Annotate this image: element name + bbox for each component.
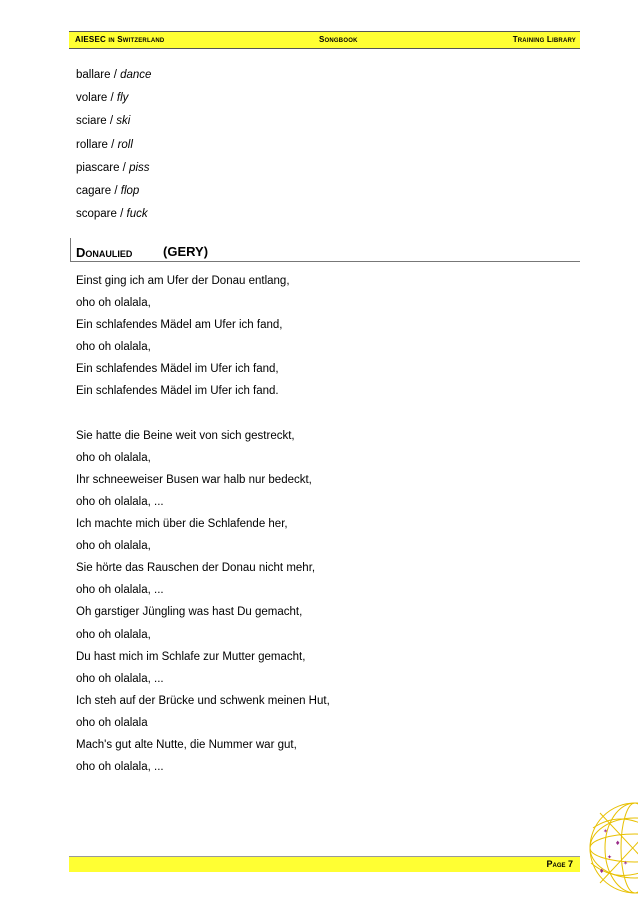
lyric-line: Ein schlafendes Mädel am Ufer ich fand, — [76, 319, 283, 332]
vocab-item: volare / fly — [76, 92, 129, 105]
svg-text:✶: ✶ — [623, 860, 629, 867]
stanza-gap — [76, 406, 330, 428]
svg-text:✶: ✶ — [603, 828, 609, 835]
vocab-item: sciare / ski — [76, 115, 131, 128]
vocab-item: piascare / piss — [76, 161, 150, 174]
lyric-line: Einst ging ich am Ufer der Donau entlang, — [76, 275, 290, 287]
lyric-line: Ich steh auf der Brücke und schwenk meinen Hut, — [76, 694, 330, 707]
song-title: Donaulied — [76, 245, 133, 260]
lyric-line: oho oh olalala, — [76, 540, 151, 553]
lyric-line: Du hast mich im Schlafe zur Mutter gemacht, — [76, 650, 306, 663]
lyric-line: Sie hörte das Rauschen der Donau nicht mehr, — [76, 562, 316, 575]
svg-text:♦: ♦ — [599, 868, 605, 875]
lyric-line: Sie hatte die Beine weit von sich gestreckt, — [76, 429, 295, 442]
lyric-line: oho oh olalala, — [76, 451, 151, 464]
song-heading — [70, 238, 580, 262]
lyric-line: oho oh olalala, ... — [76, 495, 164, 508]
svg-text:✦: ✦ — [607, 854, 613, 861]
vocab-list — [76, 67, 151, 229]
header-section: Songbook — [319, 35, 358, 44]
lyric-line: Ihr schneeweiser Busen war halb nur bedeckt, — [76, 473, 312, 486]
page-number: Page 7 — [546, 859, 573, 869]
lyric-line: Ein schlafendes Mädel im Ufer ich fand. — [76, 385, 279, 398]
page-header — [69, 31, 580, 49]
vocab-item: rollare / roll — [76, 138, 133, 151]
page-footer — [69, 856, 580, 872]
lyric-line: Ein schlafendes Mädel im Ufer ich fand, — [76, 363, 279, 376]
lyric-line: oho oh olalala, — [76, 297, 151, 310]
vocab-item: cagare / flop — [76, 184, 140, 197]
lyric-line: oho oh olalala, ... — [76, 672, 164, 685]
lyric-line: oho oh olalala — [76, 716, 148, 729]
lyric-line: Ich machte mich über die Schlafende her, — [76, 518, 288, 531]
lyric-line: oho oh olalala, ... — [76, 761, 164, 774]
globe-logo-icon — [585, 793, 638, 903]
vocab-item: ballare / dance — [76, 69, 152, 81]
lyric-line: oho oh olalala, — [76, 341, 151, 354]
svg-text:♦: ♦ — [615, 840, 621, 847]
song-lyrics — [76, 273, 330, 781]
lyric-line: oho oh olalala, ... — [76, 584, 164, 597]
vocab-item: scopare / fuck — [76, 208, 148, 221]
lyric-line: Mach's gut alte Nutte, die Nummer war gut, — [76, 738, 297, 751]
header-org: AIESEC in Switzerland — [75, 35, 165, 44]
song-author: (GERY) — [163, 244, 209, 259]
lyric-line: Oh garstiger Jüngling was hast Du gemacht, — [76, 606, 303, 619]
lyric-line: oho oh olalala, — [76, 628, 151, 641]
header-library: Training Library — [512, 35, 576, 44]
